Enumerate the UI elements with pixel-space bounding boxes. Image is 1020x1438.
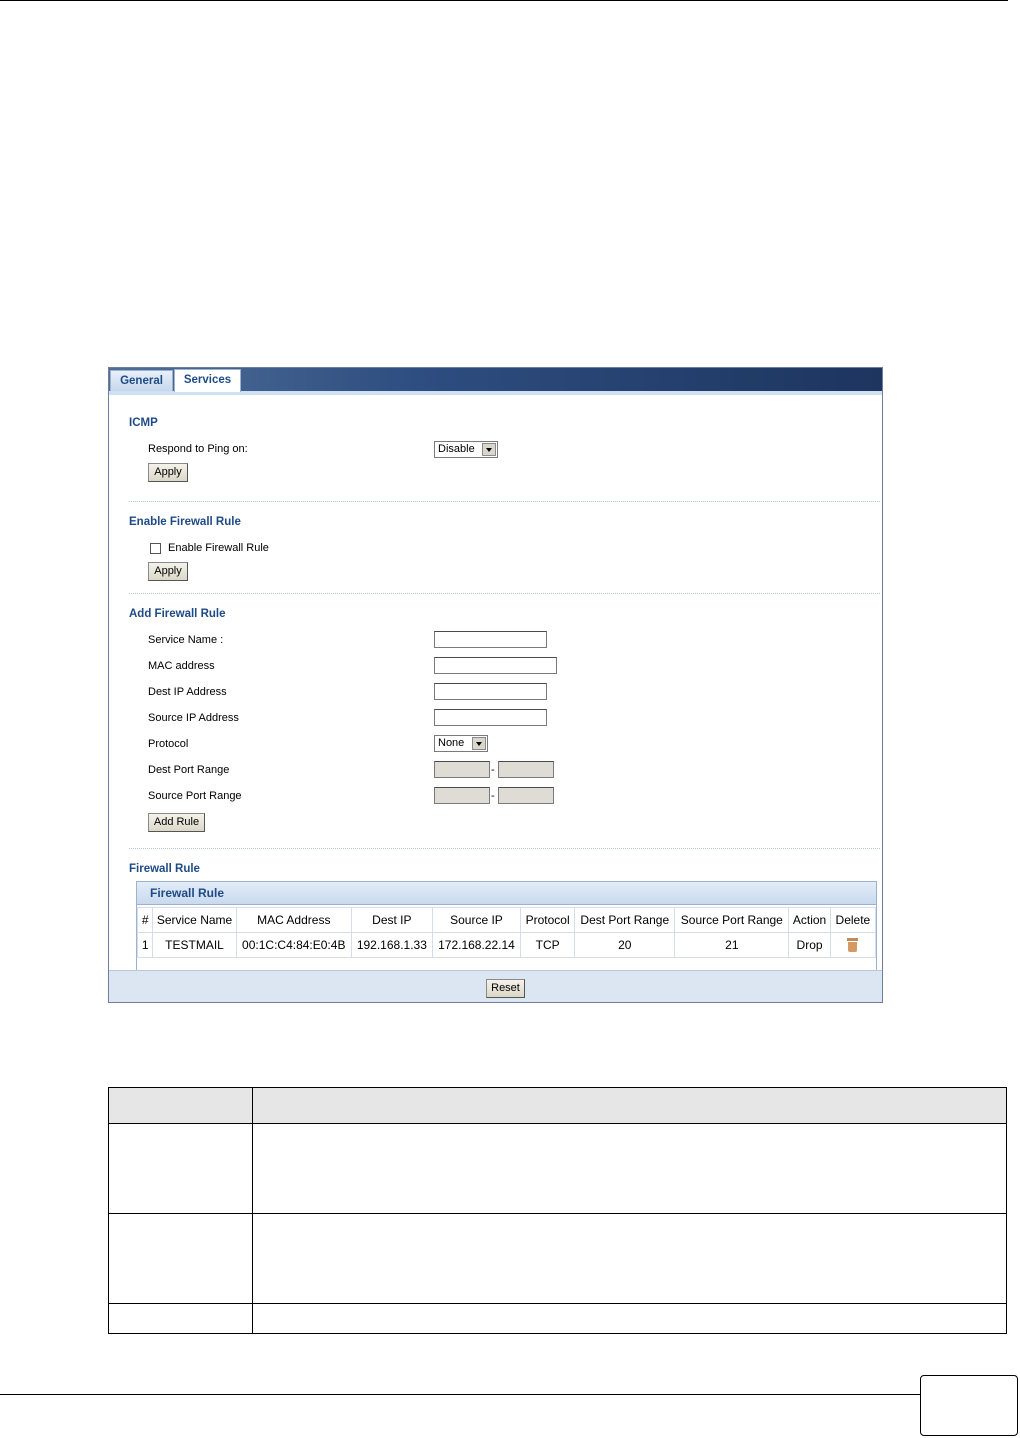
- firewall-rule-table-title: Firewall Rule: [150, 886, 225, 900]
- column-header: Service Name: [153, 908, 236, 933]
- source-port-range-separator: -: [491, 790, 495, 802]
- document-table-cell: [253, 1214, 1007, 1304]
- document-table-row: [109, 1124, 1007, 1214]
- column-header: MAC Address: [236, 908, 351, 933]
- dest-port-start-input[interactable]: [434, 761, 490, 778]
- section-divider: [129, 848, 880, 849]
- tab-general[interactable]: General: [110, 370, 173, 391]
- cell-num: 1: [138, 933, 153, 958]
- cell-delete: [830, 933, 875, 958]
- document-table-cell: [253, 1124, 1007, 1214]
- firewall-rule-table-panel: [136, 881, 877, 973]
- cell-source-ip: 172.168.22.14: [432, 933, 520, 958]
- column-header: #: [138, 908, 153, 933]
- table-header-row: [138, 908, 876, 933]
- chevron-down-icon: [482, 443, 496, 456]
- enable-firewall-checkbox[interactable]: [150, 543, 161, 554]
- cell-protocol: TCP: [521, 933, 575, 958]
- document-table-cell: [109, 1304, 253, 1334]
- document-table-row: [109, 1304, 1007, 1334]
- dest-port-range-label: Dest Port Range: [148, 764, 230, 776]
- mac-address-input[interactable]: [434, 657, 557, 674]
- cell-source-port-range: 21: [675, 933, 789, 958]
- enable-firewall-checkbox-label: Enable Firewall Rule: [168, 542, 269, 554]
- document-table-cell: [253, 1088, 1007, 1124]
- page-number-box: [920, 1375, 1018, 1436]
- firewall-rule-section-title: Firewall Rule: [129, 863, 200, 875]
- dest-port-range-separator: -: [491, 764, 495, 776]
- firewall-rule-table-header: [137, 882, 876, 905]
- table-row: [138, 933, 876, 958]
- column-header: Action: [789, 908, 830, 933]
- document-table-cell: [253, 1304, 1007, 1334]
- dest-ip-label: Dest IP Address: [148, 686, 227, 698]
- mac-address-label: MAC address: [148, 660, 215, 672]
- page-bottom-rule: [0, 1394, 920, 1395]
- column-header: Protocol: [521, 908, 575, 933]
- enable-rule-section-title: Enable Firewall Rule: [129, 516, 241, 528]
- add-rule-section-title: Add Firewall Rule: [129, 608, 226, 620]
- document-table: [108, 1087, 1007, 1334]
- source-port-range-label: Source Port Range: [148, 790, 242, 802]
- tab-services[interactable]: Services: [174, 369, 241, 392]
- trash-icon[interactable]: [847, 938, 858, 952]
- document-table-cell: [109, 1088, 253, 1124]
- document-table-header-row: [109, 1088, 1007, 1124]
- document-table-cell: [109, 1214, 253, 1304]
- enable-rule-apply-button[interactable]: Apply: [148, 562, 188, 581]
- reset-button[interactable]: Reset: [486, 979, 525, 998]
- protocol-label: Protocol: [148, 738, 189, 750]
- icmp-apply-button[interactable]: Apply: [148, 463, 188, 482]
- cell-mac-address: 00:1C:C4:84:E0:4B: [236, 933, 351, 958]
- respond-ping-select[interactable]: [434, 441, 498, 458]
- section-divider: [129, 593, 880, 594]
- document-table-cell: [109, 1124, 253, 1214]
- source-port-end-input[interactable]: [498, 787, 554, 804]
- column-header: Source IP: [432, 908, 520, 933]
- protocol-value: None: [438, 737, 465, 749]
- cell-service-name: TESTMAIL: [153, 933, 236, 958]
- service-name-input[interactable]: [434, 631, 547, 648]
- cell-dest-ip: 192.168.1.33: [351, 933, 432, 958]
- protocol-select[interactable]: [434, 735, 488, 752]
- respond-ping-label: Respond to Ping on:: [148, 443, 248, 455]
- dest-ip-input[interactable]: [434, 683, 547, 700]
- column-header: Delete: [830, 908, 875, 933]
- page-top-rule: [0, 0, 1008, 1]
- source-ip-label: Source IP Address: [148, 712, 239, 724]
- cell-dest-port-range: 20: [575, 933, 675, 958]
- section-divider: [129, 501, 880, 502]
- respond-ping-value: Disable: [438, 443, 475, 455]
- document-table-row: [109, 1214, 1007, 1304]
- column-header: Dest Port Range: [575, 908, 675, 933]
- icmp-section-title: ICMP: [129, 417, 158, 429]
- chevron-down-icon: [472, 737, 486, 750]
- add-rule-button[interactable]: Add Rule: [148, 813, 205, 832]
- source-ip-input[interactable]: [434, 709, 547, 726]
- dest-port-end-input[interactable]: [498, 761, 554, 778]
- column-header: Source Port Range: [675, 908, 789, 933]
- firewall-rule-table: [137, 907, 876, 958]
- source-port-start-input[interactable]: [434, 787, 490, 804]
- services-window: [108, 367, 883, 1003]
- service-name-label: Service Name :: [148, 634, 224, 646]
- cell-action: Drop: [789, 933, 830, 958]
- column-header: Dest IP: [351, 908, 432, 933]
